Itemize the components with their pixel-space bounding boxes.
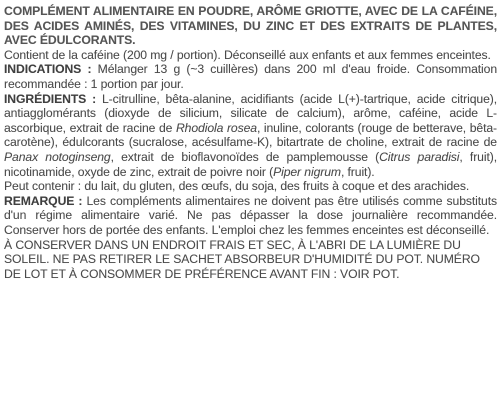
remarque-heading: REMARQUE : <box>4 193 83 208</box>
ingredients-text-4: , fruit), nicotinamide, oxyde de zinc, extrait de poivre noir ( <box>4 149 497 179</box>
ingredient-citrus: Citrus paradisi <box>379 149 460 164</box>
ingredients-text-2: , inuline, colorants (rouge de betterave, bêta-carotène), édulcorants (sucralose, acésulfame-K), bitartrate de choline, extrait de racine de <box>4 120 497 150</box>
allergen-notice: Peut contenir : du lait, du gluten, des œufs, du soja, des fruits à coque et des arachides. <box>4 179 470 194</box>
product-title: COMPLÉMENT ALIMENTAIRE EN POUDRE, ARÔME GRIOTTE, AVEC DE LA CAFÉINE, DES ACIDES AMINÉS, DES VITAMINES, DU ZINC ET DES EXTRAITS DE PLANTES, AVEC ÉDULCORANTS. <box>4 4 497 48</box>
indications-section <box>4 62 497 91</box>
indications-heading: INDICATIONS : <box>4 62 92 77</box>
ingredient-rhodiola: Rhodiola rosea <box>175 120 257 135</box>
caffeine-notice: Contient de la caféine (200 mg / portion). Déconseillé aux enfants et aux femmes enceintes. <box>4 47 491 62</box>
ingredient-panax: Panax notoginseng <box>4 149 111 164</box>
remarque-text: Les compléments alimentaires ne doivent pas être utilisés comme substituts d'un régime alimentaire varié. Ne pas dépasser la dose journalière recommandée. Conserver hors de portée des enfants. L'emploi chez les femmes enceintes est déconseillé. <box>4 193 498 237</box>
ingredients-section <box>4 92 497 180</box>
ingredients-text-1: L-citrulline, bêta-alanine, acidifiants (acide L(+)-tartrique, acide citrique), antiagglomérants (dioxyde de silicium, silicate de calcium), arôme, caféine, acide L-ascorbique, extrait de racine de <box>4 91 498 135</box>
storage-instructions: À CONSERVER DANS UN ENDROIT FRAIS ET SEC, À L'ABRI DE LA LUMIÈRE DU SOLEIL. NE PAS RETIRER LE SACHET ABSORBEUR D'HUMIDITÉ DU POT. NUMÉRO DE LOT ET À CONSOMMER DE PRÉFÉRENCE AVANT FIN : VOIR POT. <box>4 237 480 281</box>
remarque-section <box>4 194 497 238</box>
ingredients-text-3: , extrait de bioflavonoïdes de pamplemousse ( <box>110 149 380 164</box>
ingredient-piper: Piper nigrum <box>273 164 341 179</box>
ingredients-text-5: , fruit). <box>340 164 375 179</box>
indications-text: Mélanger 13 g (~3 cuillères) dans 200 ml d'eau froide. Consommation recommandée : 1 portion par jour. <box>4 62 497 91</box>
ingredients-heading: INGRÉDIENTS : <box>4 91 97 106</box>
